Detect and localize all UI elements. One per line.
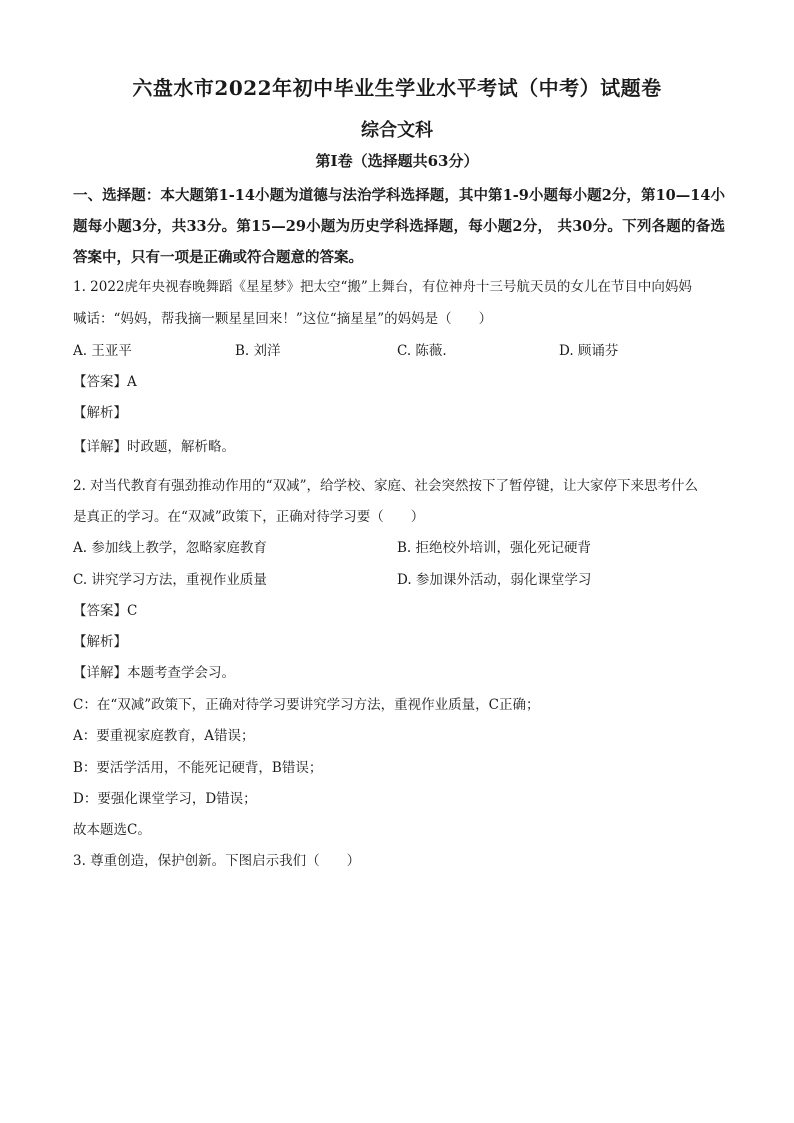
exam-title: 六盘水市2022年初中毕业生学业水平考试（中考）试题卷	[132, 76, 662, 100]
question-2-option-d: D. 参加课外活动，弱化课堂学习	[397, 572, 592, 588]
question-2-explanation-b: B：要活学活用，不能死记硬背，B错误；	[73, 760, 323, 776]
question-2-conclusion: 故本题选C。	[73, 822, 151, 838]
question-2-answer: 【答案】C	[73, 603, 138, 619]
question-1-option-a: A. 王亚平	[73, 343, 132, 359]
question-2-option-b: B. 拒绝校外培训，强化死记硬背	[397, 540, 592, 556]
question-1-option-d: D. 顾诵芬	[559, 343, 619, 359]
question-3-text-line1: 3. 尊重创造，保护创新。下图启示我们（ ）	[73, 853, 361, 869]
question-1-answer: 【答案】A	[73, 374, 137, 390]
question-1-analysis-heading: 【解析】	[73, 405, 127, 421]
question-1-option-b: B. 刘洋	[235, 343, 281, 359]
question-1-text-line1: 1. 2022虎年央视春晚舞蹈《星星梦》把太空“搬”上舞台，有位神舟十三号航天员的女儿在节目中向妈妈	[73, 279, 692, 295]
question-2-option-a: A. 参加线上教学，忽略家庭教育	[73, 540, 267, 556]
question-2-explanation-a: A：要重视家庭教育，A错误；	[73, 728, 255, 744]
question-2-text-line2: 是真正的学习。在“双减”政策下，正确对待学习要（ ）	[73, 509, 425, 525]
question-2-option-c: C. 讲究学习方法，重视作业质量	[73, 572, 267, 588]
section-title: 第Ⅰ卷（选择题共63分）	[315, 152, 479, 170]
exam-subtitle: 综合文科	[361, 120, 433, 141]
question-2-detail: 【详解】本题考查学会习。	[73, 665, 235, 681]
question-2-explanation-c: C：在“双减”政策下，正确对待学习要讲究学习方法，重视作业质量，C正确；	[73, 697, 540, 713]
question-2-explanation-d: D：要强化课堂学习，D错误；	[73, 791, 257, 807]
section-instructions: 一、选择题：本大题第1-14小题为道德与法治学科选择题，其中第1-9小题每小题2分，第10—14小题每小题3分，共33分。第15—29小题为历史学科选择题，每小题2分， 共30分。下列各题的备选答案中，只有一项是正确或符合题意的答案。	[73, 187, 725, 266]
question-2-analysis-heading: 【解析】	[73, 634, 127, 650]
question-2-text-line1: 2. 对当代教育有强劲推动作用的“双减”，给学校、家庭、社会突然按下了暂停键，让大家停下来思考什么	[73, 478, 698, 494]
question-1-detail: 【详解】时政题，解析略。	[73, 439, 235, 455]
question-1-text-line2: 喊话：“妈妈，帮我摘一颗星星回来！”这位“摘星星”的妈妈是（ ）	[73, 311, 493, 327]
question-1-option-c: C. 陈薇.	[397, 343, 447, 359]
